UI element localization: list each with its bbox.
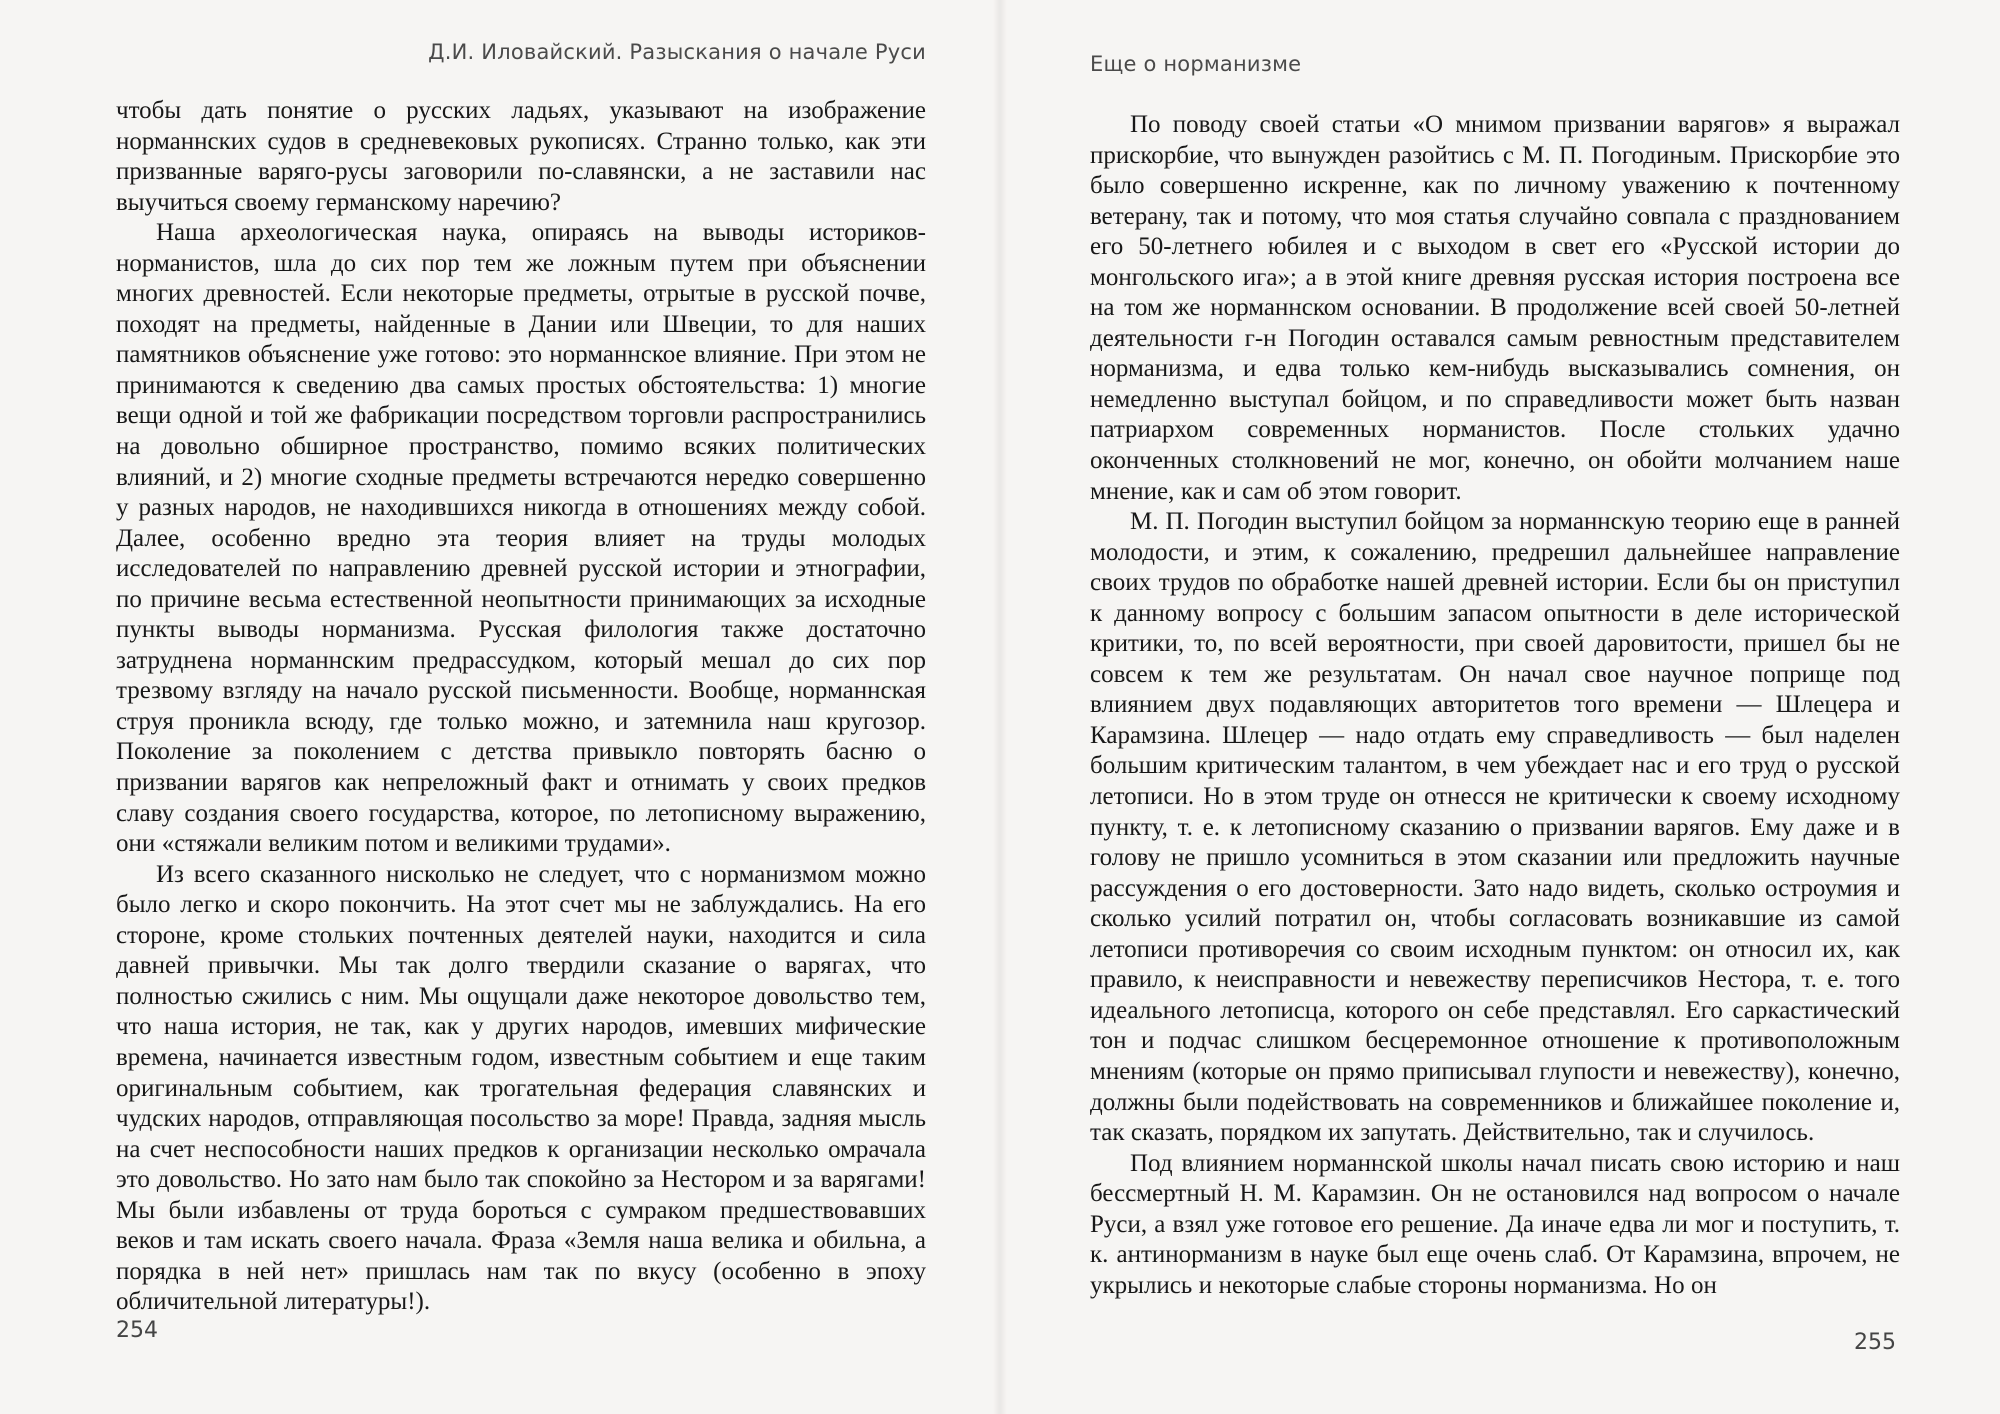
paragraph: чтобы дать понятие о русских ладьях, указывают на изображение норманнских судов в средневековых рукописях. Странно только, как эти призванные варяго-русы заговорили по-славянски, а не заставили нас выучиться своему германскому наречию? xyxy=(116,97,926,216)
right-page-body xyxy=(1090,110,1900,1301)
page-number-right: 255 xyxy=(1854,1330,1896,1355)
paragraph: Наша археологическая наука, опираясь на выводы историков-норманистов, шла до сих пор тем же ложным путем при объяснении многих древностей. Если некоторые предметы, отрытые в русской почве, походят на предметы, найденные в Дании или Швеции, то для наших памятников объяснение уже готово: это норманнское влияние. При этом не принимаются к сведению два самых простых обстоятельства: 1) многие вещи одной и той же фабрикации посредством торговли распространились на довольно обширное пространство, помимо всяких политических влияний, и 2) многие сходные предметы встречаются нередко совершенно у разных народов, не находившихся никогда в отношениях между собой. Далее, особенно вредно эта теория влияет на труды молодых исследователей по направлению древней русской истории и этнографии, по причине весьма естественной неопытности принимающих за исходные пункты выводы норманизма. Русская филология также достаточно затруднена норманнским предрассудком, который мешал до сих пор трезвому взгляду на начало русской письменности. Вообще, норманнская струя проникла всюду, где только можно, и затемнила наш кругозор. Поколение за поколением с детства привыкло повторять басню о призвании варягов как непреложный факт и отнимать у своих предков славу создания своего государства, которое, по летописному выражению, они «стяжали великим потом и великими трудами». xyxy=(116,219,926,858)
paragraph: М. П. Погодин выступил бойцом за норманнскую теорию еще в ранней молодости, и этим, к сожалению, предрешил дальнейшее направление своих трудов по обработке нашей древней истории. Если бы он приступил к данному вопросу с большим запасом опытности в деле исторической критики, то, по всей вероятности, при своей даровитости, пришел бы не совсем к тем же результатам. Он начал свое научное поприще под влиянием двух подавляющих авторитетов того времени — Шлецера и Карамзина. Шлецер — надо отдать ему справедливость — был наделен большим критическим талантом, в чем убеждает нас и его труд о русской летописи. Но в этом труде он отнесся не критически к своему исходному пункту, т. е. к летописному сказанию о призвании варягов. Ему даже и в голову не пришло усомниться в этом сказании или предложить научные рассуждения о его достоверности. Зато надо видеть, сколько остроумия и сколько усилий потратил он, чтобы согласовать возникавшие из самой летописи противоречия со своим исходным пунктом: он относил их, как правило, к неисправности и невежеству переписчиков Нестора, т. е. того идеального летописца, которого он себе представлял. Его саркастический тон и подчас слишком бесцеремонное отношение к противоположным мнениям (которые он прямо приписывал глупости и невежеству), конечно, должны были подействовать на современников и ближайшее поколение и, так сказать, порядком их запутать. Действительно, так и случилось. xyxy=(1090,508,1900,1147)
running-head-right: Еще о норманизме xyxy=(1090,52,1302,76)
left-page-body xyxy=(116,96,926,1318)
running-head-left: Д.И. Иловайский. Разыскания о начале Руси xyxy=(428,40,926,64)
right-page xyxy=(1000,0,2000,1414)
paragraph: Из всего сказанного нисколько не следует, что с норманизмом можно было легко и скоро покончить. На этот счет мы не заблуждались. На его стороне, кроме стольких почтенных деятелей науки, находится и сила давней привычки. Мы так долго твердили сказание о варягах, что полностью сжились с ним. Мы ощущали даже некоторое довольство тем, что наша история, не так, как у других народов, имевших мифические времена, начинается известным годом, известным событием и еще таким оригинальным событием, как трогательная федерация славянских и чудских народов, отправляющая посольство за море! Правда, задняя мысль на счет неспособности наших предков к организации несколько омрачала это довольство. Но зато нам было так спокойно за Нестором и за варягами! Мы были избавлены от труда бороться с сумраком предшествовавших веков и там искать своего начала. Фраза «Земля наша велика и обильна, а порядка в ней нет» пришлась нам так по вкусу (особенно в эпоху обличительной литературы!). xyxy=(116,860,926,1316)
paragraph: Под влиянием норманнской школы начал писать свою историю и наш бессмертный Н. М. Карамзин. Он не остановился над вопросом о начале Руси, а взял уже готовое его решение. Да иначе едва ли мог и поступить, т. к. антинорманизм в науке был еще очень слаб. От Карамзина, впрочем, не укрылись и некоторые слабые стороны норманизма. Но он xyxy=(1090,1149,1900,1299)
paragraph: По поводу своей статьи «О мнимом призвании варягов» я выражал прискорбие, что вынужден разойтись с М. П. Погодиным. Прискорбие это было совершенно искренне, как по личному уважению к почтенному ветерану, так и потому, что моя статья случайно совпала с празднованием его 50-летнего юбилея и с выходом в свет его «Русской истории до монгольского ига»; а в этой книге древняя русская история построена все на том же норманнском основании. В продолжение всей своей 50-летней деятельности г-н Погодин оставался самым ревностным представителем норманизма, и едва только кем-нибудь высказывались сомнения, он немедленно выступал бойцом, и по справедливости может быть назван патриархом современных норманистов. После стольких удачно оконченных столкновений не мог, конечно, он обойти молчанием наше мнение, как и сам об этом говорит. xyxy=(1090,111,1900,505)
page-number-left: 254 xyxy=(116,1318,158,1343)
